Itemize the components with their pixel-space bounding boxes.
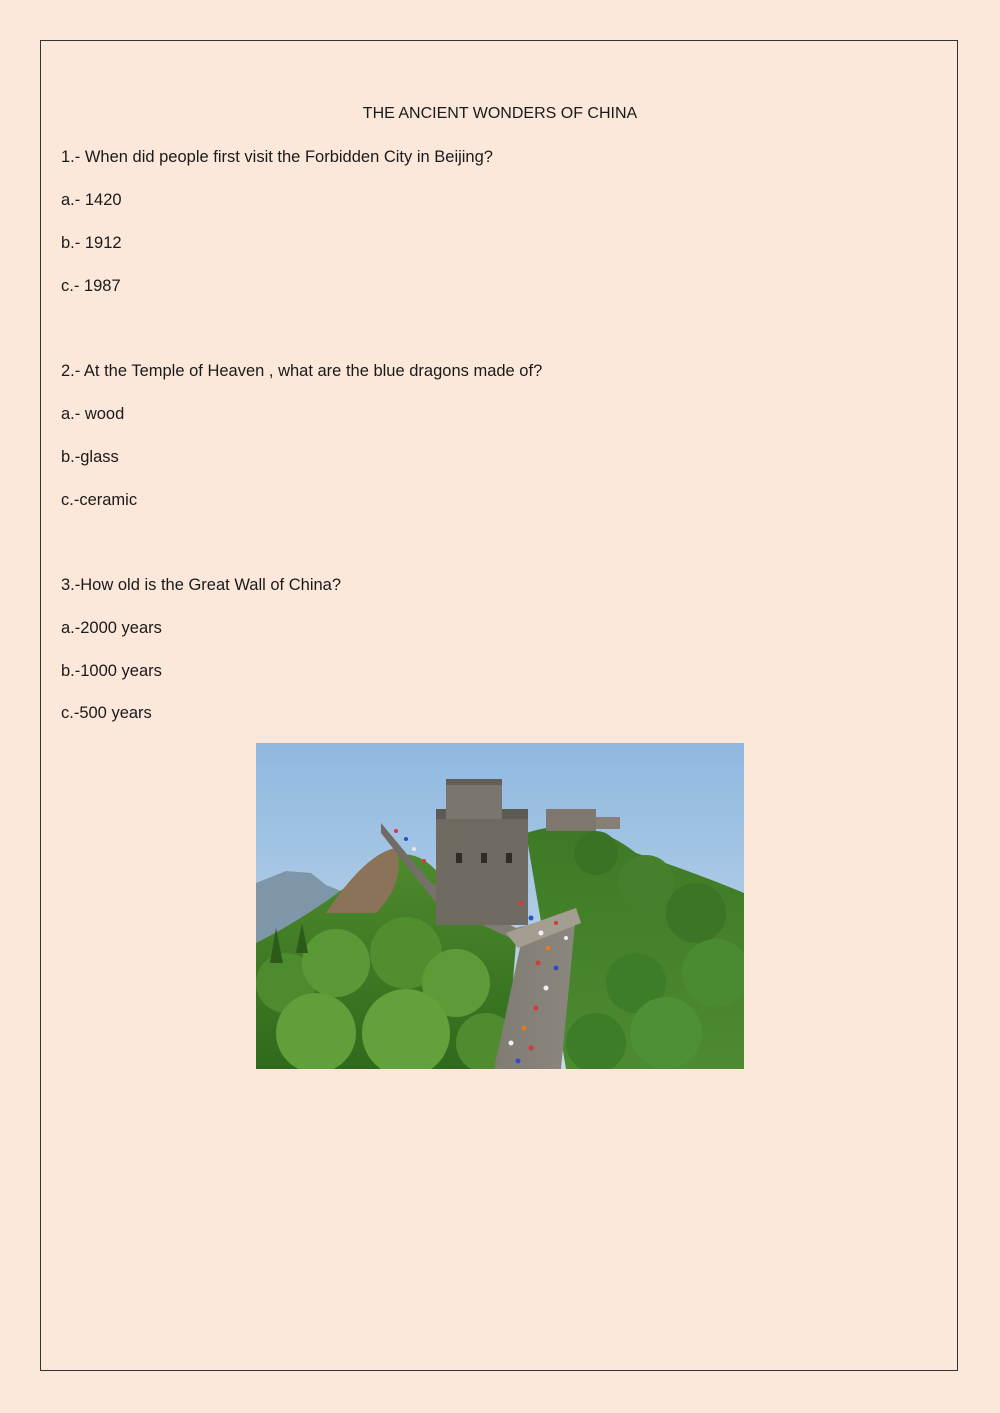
question-1-option-b: b.- 1912 xyxy=(61,234,122,252)
great-wall-photo xyxy=(256,743,744,1069)
question-3-option-b: b.-1000 years xyxy=(61,662,162,680)
question-2-option-c: c.-ceramic xyxy=(61,491,138,509)
page-frame xyxy=(40,40,958,1371)
question-2-text: 2.- At the Temple of Heaven , what are the blue dragons made of? xyxy=(61,362,543,380)
question-3-option-c: c.-500 years xyxy=(61,704,152,722)
question-1-text: 1.- When did people first visit the Forbidden City in Beijing? xyxy=(61,148,493,166)
question-1-option-c: c.- 1987 xyxy=(61,277,121,295)
worksheet-title: THE ANCIENT WONDERS OF CHINA xyxy=(362,105,638,122)
question-2-option-a: a.- wood xyxy=(61,405,125,423)
question-1-option-a: a.- 1420 xyxy=(61,191,122,209)
question-2-option-b: b.-glass xyxy=(61,448,119,466)
question-3-text: 3.-How old is the Great Wall of China? xyxy=(61,576,342,594)
question-3-option-a: a.-2000 years xyxy=(61,619,162,637)
